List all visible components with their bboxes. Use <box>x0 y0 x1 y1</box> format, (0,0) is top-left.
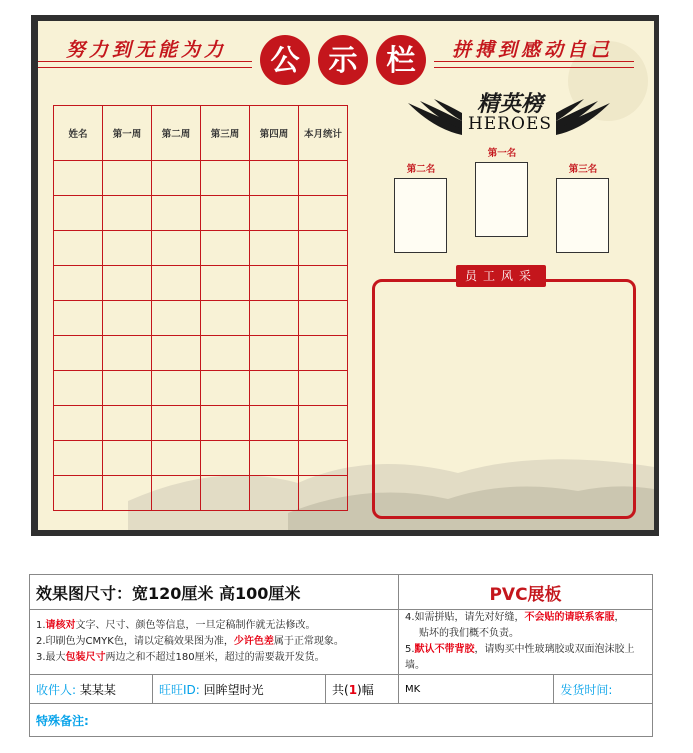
table-cell <box>299 441 348 476</box>
recipient-label: 收件人: <box>36 682 77 697</box>
photo-first <box>475 162 528 237</box>
table-cell <box>299 196 348 231</box>
motto-left: 努力到无能为力 <box>66 39 228 61</box>
note-4-line2: 贴坏的我们概不负责。 <box>419 628 519 639</box>
table-cell <box>103 336 152 371</box>
table-cell <box>54 196 103 231</box>
table-cell <box>250 196 299 231</box>
table-cell <box>152 371 201 406</box>
table-cell <box>201 301 250 336</box>
notes-right <box>399 610 653 675</box>
header-week2: 第二周 <box>152 106 201 161</box>
quantity-cell[interactable]: 共(1)幅 <box>326 675 399 704</box>
table-cell <box>103 231 152 266</box>
spec-label: 效果图尺寸： <box>36 583 133 603</box>
table-cell <box>152 161 201 196</box>
table-cell <box>152 476 201 511</box>
table-cell <box>201 336 250 371</box>
weekly-table <box>53 105 348 511</box>
table-cell <box>54 161 103 196</box>
table-cell <box>54 301 103 336</box>
note-4: 4.如需拼贴，请先对好缝，不会贴的请联系客服， <box>405 612 625 623</box>
table-cell <box>299 406 348 441</box>
wangwang-cell[interactable] <box>153 675 326 704</box>
table-cell <box>103 266 152 301</box>
table-row <box>54 336 348 371</box>
note-3: 3.最大包装尺寸两边之和不超过180厘米，超过的需要裁开发货。 <box>36 652 325 663</box>
table-row <box>54 301 348 336</box>
table-header-row <box>54 106 348 161</box>
note-2: 2.印刷色为CMYK色，请以定稿效果图为准，少许色差属于正常现象。 <box>36 636 344 647</box>
table-cell <box>250 441 299 476</box>
order-info-table <box>29 574 653 737</box>
table-cell <box>250 476 299 511</box>
ship-time-cell[interactable]: 发货时间: <box>554 675 653 704</box>
table-cell <box>201 231 250 266</box>
table-cell <box>250 301 299 336</box>
bulletin-board <box>38 21 654 530</box>
note-1: 1.请核对文字、尺寸、颜色等信息，一旦定稿制作就无法修改。 <box>36 620 316 631</box>
heroes-cn: 精英榜 <box>476 91 543 117</box>
photo-third <box>556 178 609 253</box>
table-row <box>54 196 348 231</box>
wangwang-value: 回眸望时光 <box>203 682 264 697</box>
table-cell <box>152 196 201 231</box>
table-cell <box>250 406 299 441</box>
table-cell <box>54 476 103 511</box>
header-week4: 第四周 <box>250 106 299 161</box>
table-row <box>54 476 348 511</box>
table-row <box>54 161 348 196</box>
table-cell <box>103 161 152 196</box>
heroes-title <box>415 87 605 134</box>
rank-second-label: 第二名 <box>406 164 436 175</box>
table-cell <box>250 266 299 301</box>
table-cell <box>250 336 299 371</box>
table-cell <box>250 371 299 406</box>
spec-value: 宽120厘米 高100厘米 <box>132 583 301 603</box>
table-row <box>54 266 348 301</box>
table-cell <box>299 476 348 511</box>
table-cell <box>103 371 152 406</box>
rule-left-bottom <box>38 67 252 68</box>
board-title <box>260 35 428 85</box>
rank-third-label: 第三名 <box>568 164 598 175</box>
table-cell <box>299 161 348 196</box>
table-cell <box>54 441 103 476</box>
table-cell <box>152 301 201 336</box>
spec-cell <box>30 575 399 610</box>
staff-showcase-banner: 员工风采 <box>456 265 546 287</box>
table-cell <box>54 266 103 301</box>
table-cell <box>152 266 201 301</box>
table-cell <box>250 231 299 266</box>
table-row <box>54 406 348 441</box>
table-cell <box>201 476 250 511</box>
header-week1: 第一周 <box>103 106 152 161</box>
table-cell <box>201 371 250 406</box>
table-cell <box>152 336 201 371</box>
table-cell <box>152 406 201 441</box>
table-cell <box>299 231 348 266</box>
table-cell <box>201 196 250 231</box>
header-week3: 第三周 <box>201 106 250 161</box>
table-cell <box>250 161 299 196</box>
material-cell: PVC展板 <box>399 575 653 610</box>
table-cell <box>201 266 250 301</box>
rank-first-label: 第一名 <box>487 148 517 159</box>
recipient-cell[interactable] <box>30 675 153 704</box>
recipient-value: 某某某 <box>79 682 116 697</box>
table-cell <box>103 406 152 441</box>
table-cell <box>299 336 348 371</box>
title-char-3: 栏 <box>376 35 426 85</box>
notes-left <box>30 610 399 675</box>
header-name: 姓名 <box>54 106 103 161</box>
table-cell <box>299 301 348 336</box>
table-cell <box>152 441 201 476</box>
photo-second <box>394 178 447 253</box>
table-row <box>54 371 348 406</box>
table-cell <box>299 371 348 406</box>
table-cell <box>103 476 152 511</box>
remark-cell[interactable]: 特殊备注: <box>30 704 653 737</box>
title-char-2: 示 <box>318 35 368 85</box>
motto-right: 拼搏到感动自己 <box>452 39 614 61</box>
staff-showcase-box <box>372 279 636 519</box>
note-5: 5.默认不带背胶，请购买中性玻璃胶或双面泡沫胶上墙。 <box>405 644 635 671</box>
table-cell <box>201 406 250 441</box>
heroes-en: HEROES <box>467 114 553 134</box>
table-cell <box>103 441 152 476</box>
table-cell <box>54 336 103 371</box>
mk-cell[interactable]: MK <box>399 675 554 704</box>
table-cell <box>299 266 348 301</box>
table-cell <box>54 371 103 406</box>
table-cell <box>201 441 250 476</box>
table-row <box>54 231 348 266</box>
title-char-1: 公 <box>260 35 310 85</box>
table-cell <box>54 231 103 266</box>
table-cell <box>103 301 152 336</box>
rule-right-bottom <box>434 67 634 68</box>
header-month-total: 本月统计 <box>299 106 348 161</box>
table-cell <box>103 196 152 231</box>
quantity-value: 1 <box>348 682 358 697</box>
wangwang-label: 旺旺ID: <box>159 682 200 697</box>
table-row <box>54 441 348 476</box>
table-cell <box>54 406 103 441</box>
table-cell <box>152 231 201 266</box>
table-cell <box>201 161 250 196</box>
